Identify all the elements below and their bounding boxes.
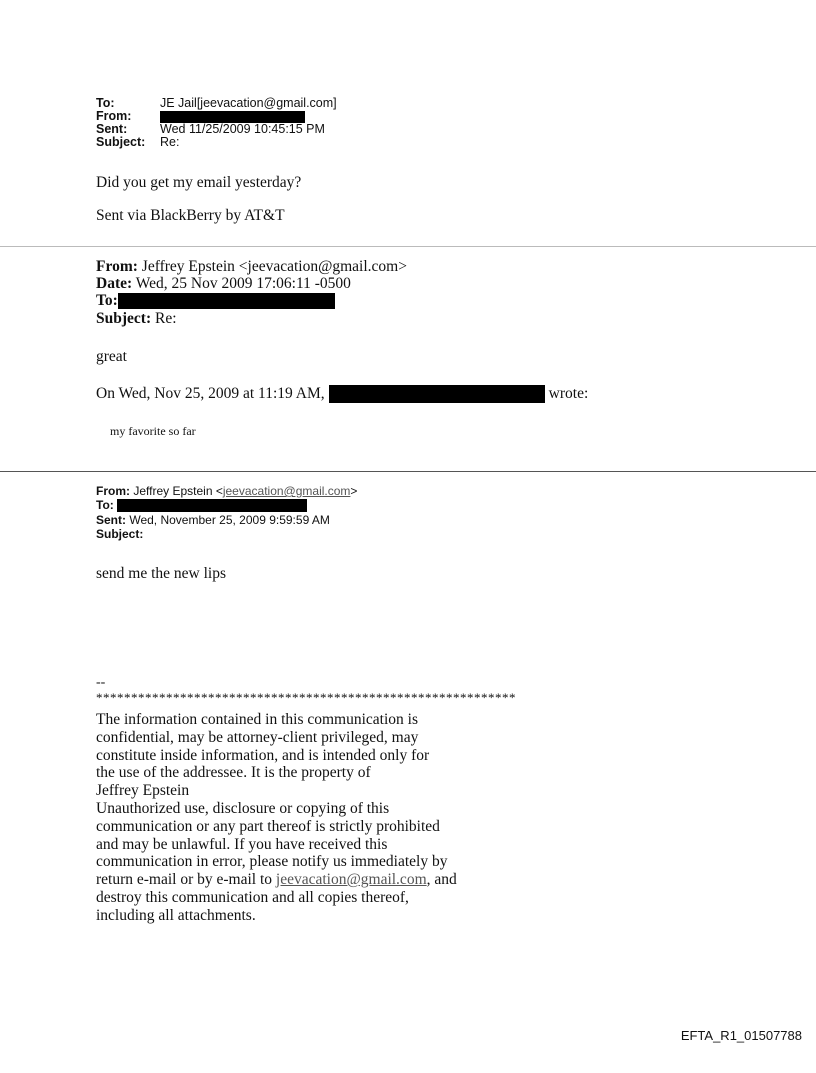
email1-body-line: Did you get my email yesterday? (96, 174, 302, 191)
subject-value: Re: (160, 135, 180, 149)
date-value: Wed, 25 Nov 2009 17:06:11 -0500 (135, 275, 351, 292)
sent-value: Wed, November 25, 2009 9:59:59 AM (129, 513, 330, 527)
email3-sent-row (96, 514, 330, 527)
redaction-bar (160, 111, 305, 123)
to-label: To: (96, 292, 118, 309)
email3-subject-row (96, 528, 143, 541)
email2-to-row (96, 292, 335, 309)
disclaimer-text-end: , and destroy this communication and all copies thereof, including all attachments. (96, 871, 457, 924)
from-value: Jeffrey Epstein <jeevacation@gmail.com> (141, 258, 407, 275)
to-label: To: (96, 96, 115, 110)
divider (0, 471, 816, 472)
date-label: Date: (96, 275, 133, 292)
email2-body: great (96, 348, 127, 365)
email1-signature-line: Sent via BlackBerry by AT&T (96, 207, 285, 224)
signature-stars: ************************************************************ (96, 690, 516, 705)
quote-suffix: wrote: (548, 385, 589, 402)
quote-attribution (96, 385, 588, 403)
quote-prefix: On Wed, Nov 25, 2009 at 11:19 AM, (96, 385, 325, 402)
from-name: Jeffrey Epstein < (133, 484, 223, 498)
from-close: > (350, 484, 358, 498)
redaction-bar (329, 385, 545, 403)
redaction-bar (117, 499, 307, 512)
email2-from-row (96, 258, 407, 275)
subject-label: Subject: (96, 135, 146, 149)
email2-date-row (96, 275, 351, 292)
document-id: EFTA_R1_01507788 (680, 1028, 802, 1043)
email1-to-row (96, 97, 337, 110)
email3-body: send me the new lips (96, 565, 227, 582)
redaction-bar (118, 293, 335, 309)
signature-dash: -- (96, 675, 106, 690)
quoted-text: my favorite so far (110, 424, 196, 438)
email1-subject-row (96, 136, 179, 149)
subject-label: Subject: (96, 310, 152, 327)
email3-from-row (96, 485, 357, 498)
from-label: From: (96, 109, 132, 123)
to-value: JE Jail[jeevacation@gmail.com] (160, 96, 337, 110)
subject-label: Subject: (96, 527, 144, 541)
from-label: From: (96, 484, 130, 498)
sent-label: Sent: (96, 513, 126, 527)
from-label: From: (96, 258, 138, 275)
disclaimer-email-link[interactable]: jeevacation@gmail.com (275, 871, 427, 889)
sent-value: Wed 11/25/2009 10:45:15 PM (160, 122, 325, 136)
sent-label: Sent: (96, 122, 128, 136)
email3-to-row (96, 499, 307, 512)
subject-value: Re: (154, 310, 177, 327)
from-email-link[interactable]: jeevacation@gmail.com (222, 484, 351, 498)
disclaimer-text: The information contained in this communication is confidential, may be attorney-client privileged, may constitute inside information, and is intended only for the use of the addressee. It is the property of Jeffrey Epstein Unauthorized use, disclosure or copying of this communication or any part thereof is strictly prohibited and may be unlawful. If you have received this communication in error, please notify us immediately by return e-mail or by e-mail to (96, 711, 448, 889)
confidentiality-disclaimer (96, 711, 516, 925)
to-label: To: (96, 498, 114, 512)
email2-subject-row (96, 310, 177, 327)
divider (0, 246, 816, 247)
